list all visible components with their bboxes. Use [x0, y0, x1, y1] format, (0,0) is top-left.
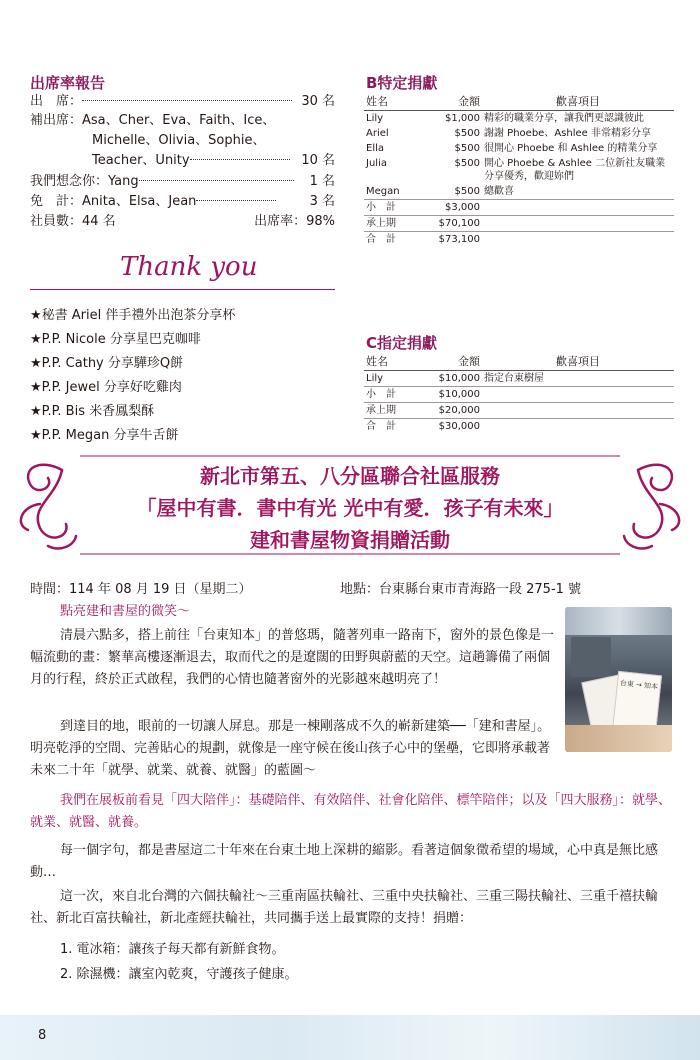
total-amount: $73,100 — [418, 232, 482, 248]
total-row — [364, 419, 674, 435]
station-ceiling — [565, 607, 672, 635]
attendance-label: 我們想念你： — [30, 174, 109, 189]
page-number: 8 — [38, 1028, 47, 1043]
total-row — [364, 387, 674, 403]
thankyou-item: ★P.P. Jewel 分享好吃雞肉 — [30, 380, 182, 395]
total-row — [364, 216, 674, 232]
attendance-row — [30, 112, 275, 130]
attendance-names: Anita、Elsa、Jean — [82, 194, 197, 209]
table-row — [364, 371, 674, 387]
attendance-names: Michelle、Olivia、Sophie、 — [92, 133, 266, 148]
attendance-row — [92, 152, 335, 170]
event-paragraph-4: 每一個字句，都是書屋這二十年來在台東土地上深耕的縮影。看著這個象徵希望的場域，心中真是無比感動… — [30, 843, 659, 880]
attendance-names: Asa、Cher、Eva、Faith、Ice、 — [82, 113, 276, 128]
donation-c-title: C指定捐獻 — [366, 334, 438, 352]
cell-amount: $1,000 — [445, 113, 480, 124]
event-paragraph-3: 我們在展板前看見「四大陪伴」：基礎陪伴、有效陪伴、社會化陪伴、標竿陪伴；以及「四大服務」：就學、就業、就醫、就養。 — [30, 793, 672, 830]
members-count: 社員數：44 名 — [30, 214, 116, 229]
banner-line-3: 建和書屋物資捐贈活動 — [250, 528, 450, 552]
table-row — [364, 141, 674, 156]
attendance-row — [30, 193, 335, 211]
cell-name: Megan — [366, 186, 400, 197]
total-label: 小 計 — [364, 200, 418, 216]
attendance-row — [30, 93, 335, 111]
cell-amount: $10,000 — [438, 373, 480, 384]
cell-amount: $500 — [454, 143, 480, 154]
donation-list-item: 1. 電冰箱：讓孩子每天都有新鮮食物。 — [60, 942, 285, 957]
thankyou-item: ★P.P. Megan 分享牛舌餅 — [30, 428, 179, 443]
banner-line-2: 「屋中有書．書中有光 光中有愛．孩子有未來」 — [136, 496, 564, 520]
total-label: 合 計 — [364, 419, 418, 435]
cell-amount: $500 — [454, 128, 480, 139]
attendance-title: 出席率報告 — [30, 74, 106, 92]
cell-amount: $500 — [454, 158, 480, 169]
table-row — [364, 126, 674, 141]
attendance-label: 出 席： — [30, 94, 83, 109]
donation-list-item: 2. 除濕機：讓室內乾爽，守護孩子健康。 — [60, 967, 298, 982]
event-place: 地點：台東縣台東市青海路一段 275-1 號 — [340, 582, 582, 597]
total-label: 承上期 — [364, 403, 418, 419]
attendance-label: 補出席： — [30, 113, 83, 128]
thankyou-item: ★P.P. Bis 米香鳳梨酥 — [30, 404, 155, 419]
attendance-names: Yang — [108, 174, 139, 189]
donation-c-table — [364, 352, 674, 434]
cell-note: 謝謝 Phoebe、Ashlee 非常精彩分享 — [484, 128, 651, 139]
event-paragraph-2: 到達目的地，眼前的一切讓人屏息。那是一棟剛落成不久的嶄新建築──「建和書屋」。明亮乾淨的空間、完善貼心的規劃，就像是一座守候在後山孩子心中的堡壘，它即將承載著未來二十年「就學、就業、就養、就醫」的藍圖～ — [30, 719, 551, 778]
attendance-value: 3 名 — [309, 194, 335, 209]
donation-b-table — [364, 92, 674, 247]
cell-note: 指定台東樹屋 — [484, 373, 544, 384]
donation-b-title: B特定捐獻 — [366, 74, 438, 92]
thankyou-title: Thank you — [120, 252, 258, 282]
attendance-value: 10 名 — [301, 153, 335, 168]
train-ticket-photo — [565, 607, 672, 752]
thankyou-item: ★P.P. Nicole 分享星巴克咖啡 — [30, 332, 201, 347]
cell-name: Lily — [366, 113, 384, 124]
attendance-row — [30, 173, 335, 191]
col-header: 歡喜項目 — [482, 352, 674, 371]
total-amount: $3,000 — [418, 200, 482, 216]
cell-name: Lily — [366, 373, 384, 384]
cell-amount: $500 — [454, 186, 480, 197]
cell-note: 總歡喜 — [484, 186, 514, 197]
attendance-value: 30 名 — [301, 94, 335, 109]
total-label: 承上期 — [364, 216, 418, 232]
cell-note: 精彩的職業分享，讓我們更認識彼此 — [484, 113, 644, 124]
attendance-names: Teacher、Unity — [92, 153, 190, 168]
col-header: 歡喜項目 — [482, 92, 674, 111]
thankyou-divider — [30, 289, 335, 290]
total-amount: $70,100 — [418, 216, 482, 232]
total-label: 合 計 — [364, 232, 418, 248]
ticket-text: 台東 → 知本 — [619, 679, 659, 692]
col-header: 金額 — [418, 352, 482, 371]
thankyou-item: ★P.P. Cathy 分享驊珍Q餅 — [30, 356, 184, 371]
footer-band — [0, 1015, 700, 1060]
total-row — [364, 200, 674, 216]
total-row — [364, 232, 674, 248]
cell-name: Ella — [366, 143, 385, 154]
banner-line-1: 新北市第五、八分區聯合社區服務 — [200, 464, 500, 488]
leader-dots — [190, 159, 290, 160]
cell-note: 開心 Phoebe & Ashlee 二位新社友職業分享優秀，歡迎妳們 — [484, 158, 666, 182]
col-header: 金額 — [418, 92, 482, 111]
leader-dots — [139, 180, 294, 181]
total-amount: $30,000 — [418, 419, 482, 435]
event-time: 時間：114 年 08 月 19 日（星期二） — [30, 582, 252, 597]
total-row — [364, 403, 674, 419]
cell-note: 很開心 Phoebe 和 Ashlee 的精業分享 — [484, 143, 658, 154]
thankyou-item: ★秘書 Ariel 伴手禮外出泡茶分享杯 — [30, 308, 236, 323]
table-row — [364, 184, 674, 200]
leader-dots — [196, 200, 276, 201]
leader-dots — [82, 100, 292, 101]
col-header: 姓名 — [364, 92, 418, 111]
cell-name: Ariel — [366, 128, 389, 139]
total-label: 小 計 — [364, 387, 418, 403]
attendance-rate: 出席率：98% — [254, 214, 335, 229]
col-header: 姓名 — [364, 352, 418, 371]
attendance-value: 1 名 — [309, 174, 335, 189]
event-paragraph-1: 清晨六點多，搭上前往「台東知本」的普悠瑪，隨著列車一路南下，窗外的景色像是一幅流動的畫：繁華高樓逐漸退去，取而代之的是遼闊的田野與蔚藍的天空。這趟籌備了兩個月的行程，終於正式啟程，我們的心情也隨著窗外的光影越來越明亮了！ — [30, 628, 555, 687]
event-paragraph-5: 這一次，來自北台灣的六個扶輪社～三重南區扶輪社、三重中央扶輪社、三重三陽扶輪社、三重千禧扶輪社、新北百富扶輪社，新北產經扶輪社，共同攜手送上最實際的支持！捐贈： — [30, 889, 659, 926]
attendance-row — [92, 132, 265, 150]
cell-name: Julia — [366, 158, 387, 169]
total-amount: $20,000 — [418, 403, 482, 419]
table-row — [364, 156, 674, 184]
total-amount: $10,000 — [418, 387, 482, 403]
hand — [565, 725, 672, 752]
event-subtitle: 點亮建和書屋的微笑～ — [60, 604, 191, 619]
station-gate — [571, 637, 611, 677]
attendance-label: 免 計： — [30, 194, 83, 209]
attendance-summary — [30, 213, 335, 231]
table-row — [364, 111, 674, 127]
